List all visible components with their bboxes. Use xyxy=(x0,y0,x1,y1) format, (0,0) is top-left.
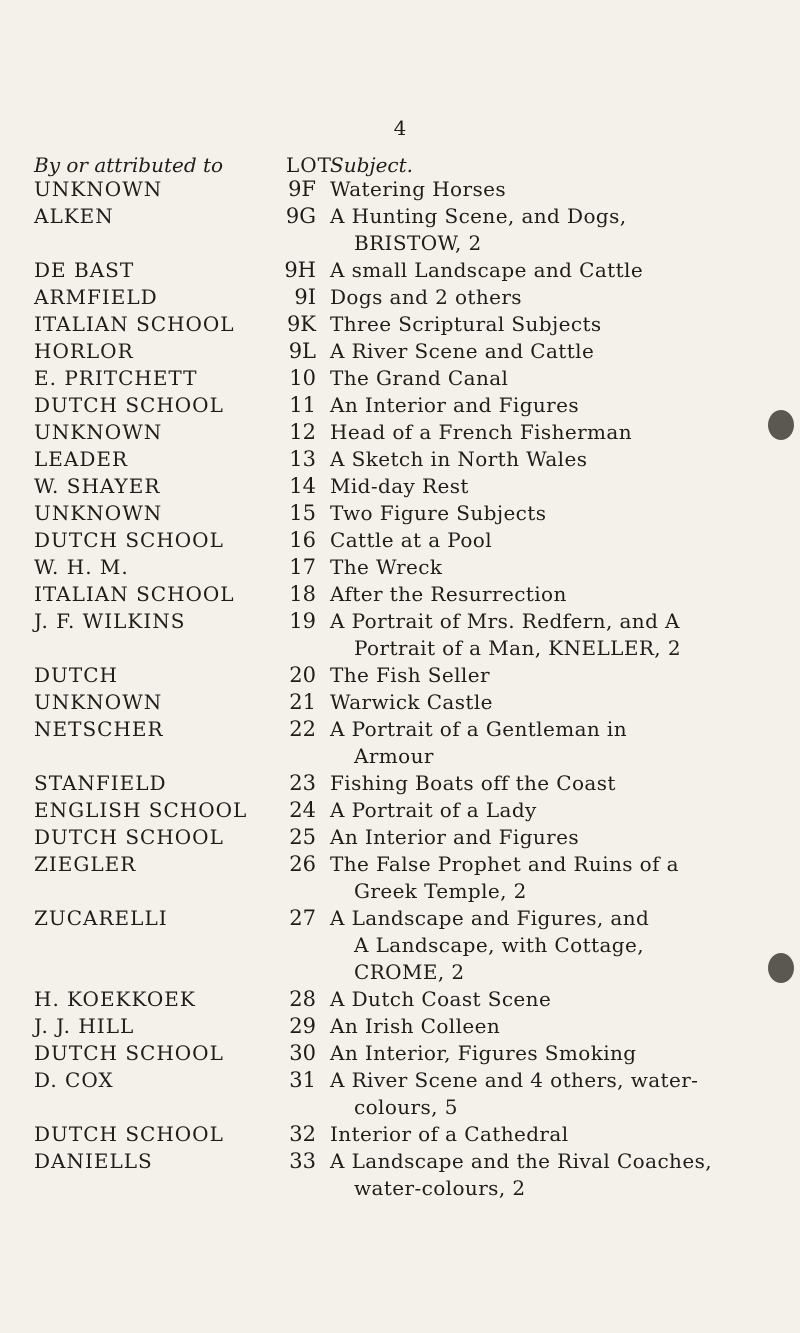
artist-name: HORLOR xyxy=(34,339,134,363)
subject-continuation: CROME, 2 xyxy=(354,960,465,984)
subject-line: A Sketch in North Wales xyxy=(330,447,588,471)
lot-number: 23 xyxy=(289,771,316,795)
artist-name: UNKNOWN xyxy=(34,177,163,201)
subject-text xyxy=(330,770,790,797)
lot-number: 21 xyxy=(289,690,316,714)
subject-continuation: colours, 5 xyxy=(354,1095,458,1119)
list-item xyxy=(0,770,800,797)
subject-line: After the Resurrection xyxy=(330,582,567,606)
list-item xyxy=(0,905,800,986)
subject-line: Interior of a Cathedral xyxy=(330,1122,569,1146)
artist-name: DUTCH xyxy=(34,663,118,687)
subject-line: The Wreck xyxy=(330,555,443,579)
subject-text xyxy=(330,1148,790,1202)
artist-name: ALKEN xyxy=(34,204,114,228)
list-item xyxy=(0,257,800,284)
lot-number: 18 xyxy=(289,582,316,606)
list-item xyxy=(0,365,800,392)
list-item xyxy=(0,1148,800,1202)
subject-line: Mid-day Rest xyxy=(330,474,469,498)
list-item xyxy=(0,554,800,581)
lot-number: 22 xyxy=(289,717,316,741)
subject-continuation: Greek Temple, 2 xyxy=(354,879,527,903)
subject-text xyxy=(330,851,790,905)
lot-number: 10 xyxy=(289,366,316,390)
subject-line: A Landscape and the Rival Coaches, xyxy=(330,1149,712,1173)
list-item xyxy=(0,608,800,662)
subject-line: An Interior and Figures xyxy=(330,393,580,417)
lot-number: 19 xyxy=(289,609,316,633)
punch-hole xyxy=(768,953,794,983)
subject-text xyxy=(330,338,790,365)
artist-name: UNKNOWN xyxy=(34,420,163,444)
subject-line: Head of a French Fisherman xyxy=(330,420,633,444)
list-item xyxy=(0,284,800,311)
artist-name: DUTCH SCHOOL xyxy=(34,1122,224,1146)
subject-text xyxy=(330,284,790,311)
lot-number: 26 xyxy=(289,852,316,876)
subject-line: Fishing Boats off the Coast xyxy=(330,771,616,795)
subject-line: A Portrait of Mrs. Redfern, and A xyxy=(330,609,680,633)
lot-number: 9F xyxy=(288,177,316,201)
lot-number: 12 xyxy=(289,420,316,444)
list-item xyxy=(0,311,800,338)
subject-line: Three Scriptural Subjects xyxy=(330,312,602,336)
subject-line: Warwick Castle xyxy=(330,690,493,714)
punch-hole xyxy=(768,410,794,440)
lot-number: 33 xyxy=(289,1149,316,1173)
subject-text xyxy=(330,905,790,986)
subject-continuation: BRISTOW, 2 xyxy=(354,231,482,255)
artist-name: ITALIAN SCHOOL xyxy=(34,312,235,336)
list-item xyxy=(0,527,800,554)
list-item xyxy=(0,338,800,365)
subject-line: An Irish Colleen xyxy=(330,1014,501,1038)
subject-text xyxy=(330,527,790,554)
subject-text xyxy=(330,203,790,257)
list-item xyxy=(0,500,800,527)
list-item xyxy=(0,986,800,1013)
list-item xyxy=(0,581,800,608)
list-item xyxy=(0,716,800,770)
artist-name: ENGLISH SCHOOL xyxy=(34,798,248,822)
subject-text xyxy=(330,797,790,824)
lot-number: 9H xyxy=(284,258,316,282)
subject-continuation: water-colours, 2 xyxy=(354,1176,526,1200)
subject-text xyxy=(330,824,790,851)
subject-text xyxy=(330,581,790,608)
list-item xyxy=(0,797,800,824)
artist-name: DUTCH SCHOOL xyxy=(34,528,224,552)
artist-name: DUTCH SCHOOL xyxy=(34,825,224,849)
subject-text xyxy=(330,608,790,662)
subject-text xyxy=(330,986,790,1013)
lot-number: 15 xyxy=(289,501,316,525)
subject-text xyxy=(330,419,790,446)
artist-name: DE BAST xyxy=(34,258,135,282)
catalogue-list xyxy=(0,176,800,1202)
list-item xyxy=(0,419,800,446)
subject-continuation: A Landscape, with Cottage, xyxy=(354,933,644,957)
subject-text xyxy=(330,473,790,500)
artist-name: ITALIAN SCHOOL xyxy=(34,582,235,606)
artist-name: ZIEGLER xyxy=(34,852,137,876)
artist-name: E. PRITCHETT xyxy=(34,366,198,390)
subject-text xyxy=(330,554,790,581)
lot-number: 17 xyxy=(289,555,316,579)
subject-line: An Interior and Figures xyxy=(330,825,580,849)
list-item xyxy=(0,473,800,500)
lot-number: 9K xyxy=(286,312,316,336)
lot-number: 24 xyxy=(289,798,316,822)
artist-name: W. H. M. xyxy=(34,555,129,579)
subject-text xyxy=(330,365,790,392)
lot-number: 28 xyxy=(289,987,316,1011)
list-item xyxy=(0,689,800,716)
list-item xyxy=(0,176,800,203)
subject-line: A Dutch Coast Scene xyxy=(330,987,552,1011)
header-subject: Subject. xyxy=(330,153,414,177)
artist-name: DUTCH SCHOOL xyxy=(34,1041,224,1065)
subject-text xyxy=(330,689,790,716)
subject-text xyxy=(330,1067,790,1121)
subject-text xyxy=(330,446,790,473)
subject-text xyxy=(330,500,790,527)
subject-line: The Fish Seller xyxy=(330,663,490,687)
artist-name: UNKNOWN xyxy=(34,501,163,525)
artist-name: DUTCH SCHOOL xyxy=(34,393,224,417)
page-number: 4 xyxy=(393,116,407,140)
list-item xyxy=(0,662,800,689)
subject-line: A River Scene and 4 others, water- xyxy=(330,1068,699,1092)
subject-line: A small Landscape and Cattle xyxy=(330,258,644,282)
subject-text xyxy=(330,1121,790,1148)
lot-number: 14 xyxy=(289,474,316,498)
list-item xyxy=(0,1067,800,1121)
artist-name: LEADER xyxy=(34,447,129,471)
subject-line: The False Prophet and Ruins of a xyxy=(330,852,680,876)
subject-line: Dogs and 2 others xyxy=(330,285,522,309)
subject-line: A Hunting Scene, and Dogs, xyxy=(330,204,627,228)
subject-text xyxy=(330,257,790,284)
subject-line: A Portrait of a Gentleman in xyxy=(330,717,628,741)
subject-line: A River Scene and Cattle xyxy=(330,339,595,363)
lot-number: 20 xyxy=(289,663,316,687)
artist-name: ARMFIELD xyxy=(34,285,158,309)
lot-number: 13 xyxy=(289,447,316,471)
subject-line: The Grand Canal xyxy=(330,366,509,390)
subject-text xyxy=(330,176,790,203)
subject-text xyxy=(330,1040,790,1067)
lot-number: 25 xyxy=(289,825,316,849)
subject-text xyxy=(330,662,790,689)
lot-number: 9L xyxy=(288,339,316,363)
subject-text xyxy=(330,716,790,770)
list-item xyxy=(0,1040,800,1067)
list-item xyxy=(0,392,800,419)
lot-number: 16 xyxy=(289,528,316,552)
artist-name: D. COX xyxy=(34,1068,114,1092)
subject-line: A Landscape and Figures, and xyxy=(330,906,650,930)
lot-number: 32 xyxy=(289,1122,316,1146)
artist-name: DANIELLS xyxy=(34,1149,153,1173)
artist-name: H. KOEKKOEK xyxy=(34,987,196,1011)
list-item xyxy=(0,851,800,905)
list-item xyxy=(0,203,800,257)
artist-name: STANFIELD xyxy=(34,771,167,795)
subject-line: An Interior, Figures Smoking xyxy=(330,1041,637,1065)
artist-name: J. J. HILL xyxy=(34,1014,135,1038)
lot-number: 9G xyxy=(285,204,316,228)
artist-name: J. F. WILKINS xyxy=(34,609,186,633)
subject-continuation: Armour xyxy=(354,744,434,768)
subject-text xyxy=(330,392,790,419)
list-item xyxy=(0,1121,800,1148)
list-item xyxy=(0,1013,800,1040)
lot-number: 9I xyxy=(294,285,316,309)
artist-name: UNKNOWN xyxy=(34,690,163,714)
artist-name: NETSCHER xyxy=(34,717,164,741)
subject-continuation: Portrait of a Man, KNELLER, 2 xyxy=(354,636,681,660)
header-lot: LOT xyxy=(286,153,333,177)
list-item xyxy=(0,446,800,473)
subject-text xyxy=(330,1013,790,1040)
lot-number: 11 xyxy=(289,393,316,417)
header-artist: By or attributed to xyxy=(34,153,224,177)
subject-line: Two Figure Subjects xyxy=(330,501,547,525)
lot-number: 29 xyxy=(289,1014,316,1038)
lot-number: 31 xyxy=(289,1068,316,1092)
artist-name: ZUCARELLI xyxy=(34,906,168,930)
subject-line: Cattle at a Pool xyxy=(330,528,493,552)
artist-name: W. SHAYER xyxy=(34,474,161,498)
subject-line: Watering Horses xyxy=(330,177,507,201)
subject-line: A Portrait of a Lady xyxy=(330,798,537,822)
lot-number: 30 xyxy=(289,1041,316,1065)
lot-number: 27 xyxy=(289,906,316,930)
subject-text xyxy=(330,311,790,338)
list-item xyxy=(0,824,800,851)
